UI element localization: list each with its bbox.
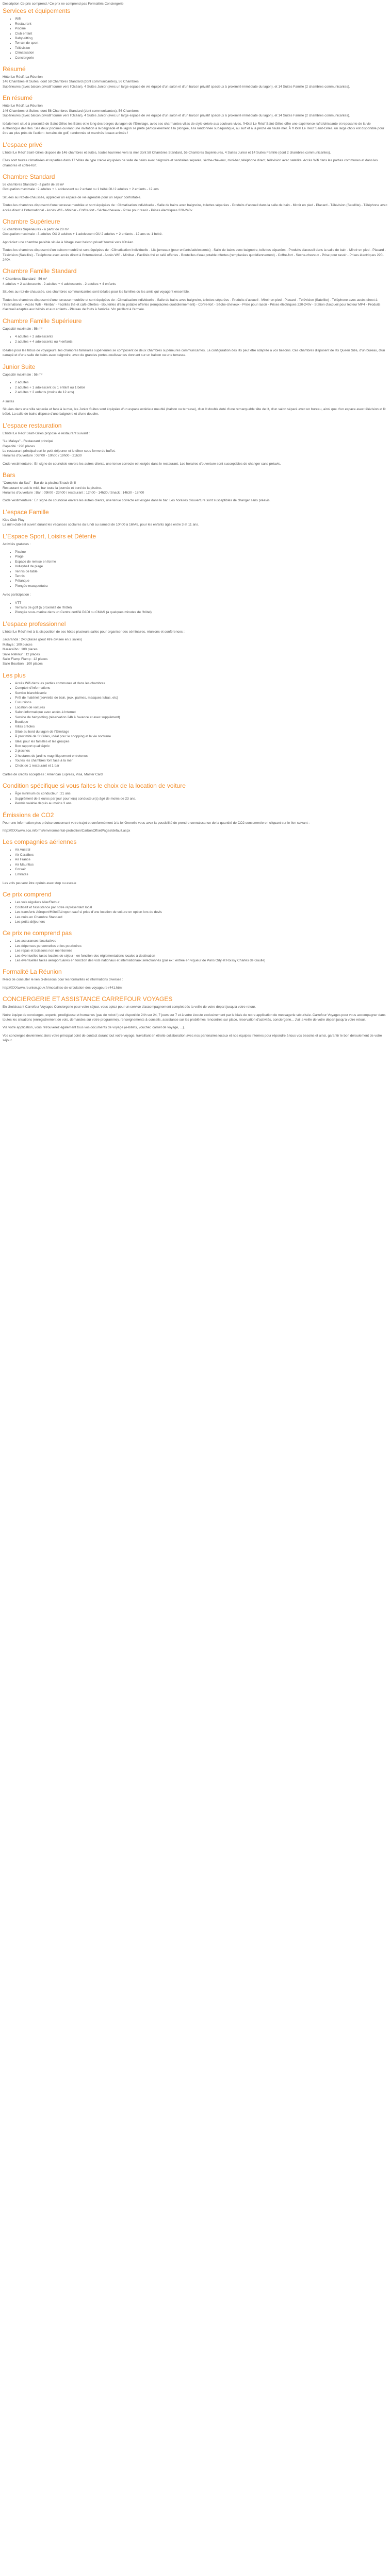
paragraph: Capacité maximale : 56 m² — [3, 372, 43, 377]
list-item: • Les nuits en Chambre Standard — [15, 915, 388, 920]
paragraph: "Complete du Sud" - Bar de la piscine/Snack Grill Restaurant snack le midi, bar toute la journée et bord de la piscine. Horaires d'ouverture : Bar : 09h00 - 23h00 / restaurant : 12h00 - 14h30 / Snack : 14h30 - 18h00 — [3, 481, 144, 495]
list-item: • 4 adultes + 2 adolescents — [15, 334, 388, 339]
list-item: • Supplément de 5 euros par jour pour le(s) conducteur(s) âgé de moins de 23 ans. — [15, 796, 388, 801]
co2-link[interactable]: http://XXXwww.eco.informs/environmental-protection/CarbonOffsetPages/default.aspx — [3, 829, 131, 833]
list-item: • Boutique — [15, 720, 388, 724]
tab-links[interactable]: Description Ce prix comprend / Ce prix ne comprend pas Formalités Conciergerie — [3, 2, 124, 6]
paragraph: Code vestimentaire : En signe de courtoisie envers les autres clients, une tenue correcte est exigée dans le bar. Les horaires d'ouverture sont susceptibles de changer sans préavis. — [3, 499, 271, 503]
list-item: • Wifi — [15, 16, 388, 21]
co2-title: Émissions de CO2 — [3, 811, 54, 819]
plus-list — [3, 681, 388, 768]
list-item: • Emirates — [15, 872, 388, 877]
paragraph: Toutes les chambres disposent d'une terrasse meublée et sont équipées de : Climatisation individuelle - Salle de bains avec baignoire, toilettes séparées - Produits d'accueil - Miroir en pied - Placard - Télévision (Satellite) - Téléphone avec accès direct à l'international - Accès Wifi - Minibar - Facilités thé et café offertes - Bouteilles d'eau potable offertes (remplacées quotidiennement) - Coffre-fort - Sèche-cheveux - Prise pour rasoir - Prises électriques 220-240v - Station d'accueil pour lecteur MP4 - Produits d'accueil adaptés aux bébés et aux enfants - Plateau de fruits à l'arrivée. Vin pétillant à l'arrivée. — [3, 298, 381, 312]
car-rental-title: Condition spécifique si vous faites le choix de la location de voiture — [3, 782, 186, 790]
price-excludes-list — [3, 939, 388, 963]
list-item: • Corsair — [15, 867, 388, 872]
paragraph: L'hôtel Le Récif Saint-Gilles dispose de 146 chambres et suites, toutes tournées vers la mer dont 58 Chambres Standard, 56 Chambres Supérieures, 4 Suites Junior et 14 Suites Famille (dont 2 chambres communicantes). — [3, 150, 331, 155]
list-item: • Terrain de sport — [15, 41, 388, 45]
list-item: • Les éventuelles taxes locales de séjour - en fonction des réglementations locales à destination — [15, 954, 388, 958]
plus-title: Les plus — [3, 671, 26, 679]
list-item: • 2 hectares de jardins magnifiquement entretenus — [15, 754, 388, 758]
price-excludes-title: Ce prix ne comprend pas — [3, 929, 72, 937]
list-item: • Les petits déjeuners — [15, 920, 388, 924]
list-item: • Coût/salt et l'assistance par notre représentant local — [15, 905, 388, 910]
famille-title: Chambre Famille Standard — [3, 267, 77, 275]
page — [0, 0, 391, 1052]
paragraph: Activités gratuites : — [3, 542, 31, 546]
resume-title: Résumé — [3, 65, 26, 73]
list-item: • Volleyball de plage — [15, 564, 388, 569]
paragraph: Pour une information plus précise concernant votre trajet et conformément à la loi Grenelle vous avez la possibilité de prendre connaissance de la quantité de CO2 consommée en cliquant sur le lien suivant : — [3, 821, 310, 825]
formalities-title: Formalité La Réunion — [3, 968, 62, 976]
list-item: • Pétanque — [15, 579, 388, 583]
list-item: • Piscine — [15, 26, 388, 31]
list-item: • Plage — [15, 554, 388, 559]
list-item: • Air Mauritius — [15, 862, 388, 867]
list-item: • 2 adultes + 1 adolescent ou 1 enfant ou 1 bébé — [15, 385, 388, 390]
list-item: • 2 adultes + 2 enfants (moins de 12 ans) — [15, 390, 388, 395]
list-item: • Terrains de golf (à proximité de l'hôtel) — [15, 605, 388, 610]
list-item: • Bon rapport qualité/prix — [15, 744, 388, 749]
paragraph: Situées au rez-de-chaussée, ces chambres communicantes sont idéales pour les familles ou les amis qui voyagent ensemble. — [3, 290, 190, 294]
formalities-link[interactable]: http://XXXwww.reunion.gouv.fr/modalites-de-circulation-des-voyageurs-r441.html — [3, 986, 123, 990]
paragraph: "Le Malaya" - Restaurant principal Capacité : 220 places Le restaurant principal sert le petit-déjeuner et le dîner sous forme de buffet. Horaires d'ouverture : 06h00 - 10h00 / 19h00 - 21h30 — [3, 439, 116, 458]
paragraph: Jacaranda : 240 places (peut être divisée en 2 salles) Malaya : 100 places Maracaïbo : 100 places Salle Ixtélinur : 12 places Salle Flamp Flamp : 12 places Salle Bourbon : 100 places — [3, 638, 82, 666]
unique-title: L'espace privé — [3, 141, 43, 148]
list-item: • Âge minimum du conducteur : 21 ans — [15, 791, 388, 796]
paragraph: L'hôtel Le Récif Saint-Gilles propose le restaurant suivant : — [3, 431, 90, 435]
paragraph: Avec participation : — [3, 593, 31, 597]
paragraph: Situées dans une villa séparée et face à la mer, les Junior Suites sont équipées d'un espace extérieur meublé (balcon ou terrasse), d'un lit double doté d'une remarquable tête de lit, d'un salon séparé avec un bureau, ainsi que d'un espace avec télévision et lit bébé. La salle de bains dispose d'une baignoire et d'une douche. — [3, 407, 386, 416]
car-rental-list — [3, 791, 388, 806]
list-item: • Service de babysitting (réservation 24h à l'avance et avec supplément) — [15, 715, 388, 720]
paragraph: Hôtel Le Récif, La Réunion 146 Chambres et Suites, dont 58 Chambres Standard (dont communicantes), 56 Chambres Supérieures (avec balcon privatif tourné vers l'Océan), 4 Suites Junior (avec un large espace de vie équipé d'un salon et d'un balcon privatif spacieux à proximité immédiate du lagon), et 14 Suites Famille (2 chambres communicantes). — [3, 75, 350, 89]
list-item: • Air France — [15, 857, 388, 862]
list-item: • Conciergerie — [15, 56, 388, 60]
list-item: • Les repas et boissons non mentionnés — [15, 948, 388, 953]
paragraph: Situées au rez-de-chaussée, apprécier un espace de vie agréable pour un séjour confortable. — [3, 195, 141, 199]
paragraph: Kids Club Play La mini-club est ouvert durant les vacances scolaires du lundi au samedi de 10h00 à 16h45, pour les enfants âgés entre 3 et 11 ans. — [3, 518, 199, 527]
list-item: • À proximité de St Gilles, idéal pour le shopping et la vie nocturne — [15, 734, 388, 739]
en-resume-title: En résumé — [3, 94, 33, 102]
paragraph: Les vols peuvent être opérés avec stop ou escale — [3, 881, 76, 885]
services-title: Services et équipements — [3, 7, 71, 15]
paragraph: Toutes les chambres disposent d'un balcon meublé et sont équipées de : Climatisation individuelle - Lits jumeaux (pour enfants/adolescents) - Salle de bains avec baignoire, toilettes séparées - Produits d'accueil dans la salle de bain - Miroir en pied - Placard - Télévision (Satellite) - Téléphone avec accès direct à l'international - Accès Wifi - Minibar - Facilités thé et café offertes - Bouteilles d'eau potable offertes (remplacées quotidiennement) - Coffre-fort - Sèche-cheveux - Prise pour rasoir - Prises électriques 220-240v. — [3, 248, 386, 262]
list-item: • Les vols réguliers Aller/Retour — [15, 900, 388, 905]
concierge-title: CONCIERGERIE ET ASSISTANCE CARREFOUR VOYAGES — [3, 995, 173, 1003]
list-item: • 2 piscines — [15, 749, 388, 753]
paragraph: Merci de consulter le lien ci-dessous pour les formalités et informations diverses : — [3, 978, 123, 982]
price-includes-title: Ce prix comprend — [3, 891, 52, 899]
paragraph: Hôtel Le Récif, La Réunion 146 Chambres et Suites, dont 58 Chambres Standard (dont communicantes), 56 Chambres Supérieures (avec balcon privatif tourné vers l'Océan), 4 Suites Junior (avec un large espace de vie équipé d'un salon et d'un balcon privatif spacieux à proximité immédiate du lagon), et 14 Suites Famille (2 chambres communicantes). — [3, 104, 350, 118]
paragraph: 56 chambres Supérieures - à partir de 28 m² Occupation maximale : 3 adultes OU 2 adultes + 1 adolescent OU 2 adultes + 2 enfants - 12 ans ou 1 bébé. — [3, 227, 163, 236]
paragraph: Cartes de crédits acceptées : American Express, Visa, Master Card — [3, 773, 103, 777]
paragraph: L'hôtel Le Récif met à la disposition de ses hôtes plusieurs salles pour organiser des séminaires, réunions et conférences : — [3, 630, 185, 634]
list-item: • Plongée sous-marine dans un Centre certifié PADI ou CMAS (à quelques minutes de l'hôtel) — [15, 610, 388, 615]
list-item: • Comptoir d'informations — [15, 686, 388, 690]
paragraph: En choisissant Carrefour Voyages Conciergerie pour votre séjour, vous optez pour un service d'accompagnement complet dès la veille de votre départ jusqu'à votre retour. — [3, 1005, 256, 1009]
paragraph: Idéales pour les tribus de voyageurs, les chambres familiales supérieures se composent de deux chambres supérieures communicantes. La configuration des lits peut être adaptée à vos besoins. Ces chambres disposent de lits Queen Size, d'un bureau, d'un canapé et d'une salle de bains avec baignoire, avec de grandes portes-coulissantes donnant sur un balcon ou une terrasse. — [3, 349, 385, 358]
pro-title: L'espace professionnel — [3, 620, 66, 628]
paid-activities-list — [3, 601, 388, 615]
famille-sup-title: Chambre Famille Supérieure — [3, 317, 82, 325]
list-item: • Accès Wifi dans les parties communes et dans les chambres — [15, 681, 388, 686]
list-item: • VTT — [15, 601, 388, 605]
list-item: • Restaurant — [15, 22, 388, 26]
list-item: • Service blanchisserie — [15, 691, 388, 696]
list-item: • Villas créoles — [15, 724, 388, 729]
services-list — [3, 16, 388, 60]
airlines-title: Les compagnies aériennes — [3, 838, 77, 846]
list-item: • Idéal pour les familles et les groupes — [15, 739, 388, 744]
kids-title: L'espace Famille — [3, 508, 49, 516]
paragraph: Code vestimentaire : En signe de courtoisie envers les autres clients, une tenue correcte est exigée dans le restaurant. Les horaires d'ouverture sont susceptibles de changer sans préavis. — [3, 462, 281, 466]
capacity-list — [3, 380, 388, 395]
list-item: • Les transferts Aéroport/Hôtel/Aéroport sauf si prise d'une location de voiture en option lors du devis — [15, 910, 388, 914]
list-item: • Toutes les chambres font face à la mer — [15, 758, 388, 763]
paragraph: Elles sont toutes climatisées et reparties dans 17 Villas de type créole équipées de salle de bains avec baignoire et sanitaires séparés, sèche-cheveux, mini-bar, téléphone direct, télévision avec satellite. Accès Wifi dans les parties communes et dans les chambres et coffre-fort. — [3, 159, 378, 167]
capacity-list — [3, 334, 388, 344]
list-item: • Les dépenses personnelles et les pourboires — [15, 944, 388, 948]
restauration-title: L'espace restauration — [3, 421, 62, 429]
list-item: • Club enfant — [15, 31, 388, 36]
list-item: • Piscine — [15, 550, 388, 554]
list-item: • Salon informatique avec accès à Internet — [15, 710, 388, 715]
list-item: • Tennis de table — [15, 569, 388, 574]
list-item: • Les éventuelles taxes aéroportuaires en fonction des vols nationaux et internationaux sélectionnés (par ex : entrée en vigueur de Paris Orly et Roissy Charles de Gaulle) — [15, 958, 388, 963]
paragraph: Toutes les chambres disposent d'une terrasse meublée et sont équipées de : Climatisation individuelle - Salle de bains avec baignoire, toilettes séparées - Produits d'accueil dans la salle de bain - Miroir en pied - Placard - Télévision (Satellite) - Téléphone avec accès direct à l'international - Accès Wifi - Minibar - Coffre-fort - Sèche-cheveux - Prise pour rasoir - Prises électriques 220-240v. — [3, 204, 387, 212]
list-item: • 2 adultes + 4 adolescents ou 4 enfants — [15, 340, 388, 344]
standard-title: Chambre Standard — [3, 173, 55, 180]
list-item: • Air Austral — [15, 848, 388, 852]
activities-list — [3, 550, 388, 588]
paragraph: # suites — [3, 399, 14, 403]
list-item: • Climatisation — [15, 50, 388, 55]
paragraph: Notre équipe de concierges, experts, prodigieuse et humaines (pas de robot !) est disponible 24h sur 24, 7 jours sur 7 et à votre écoute exclusivement par le biais de notre application de messagerie sécurisée. Carrefour Voyages pour vous accompagner dans toutes les situations (enregistrement de vols, demandes sur votre programme), renseignements & conseils, assistance sur les problèmes rencontrés sur place, réservation d'activités, conciergerie... J'ai la veille de votre départ jusqu'à votre retour. — [3, 1013, 386, 1022]
paragraph: Appréciez une chambre paisible située à l'étage avec balcon privatif tourné vers l'Océan. — [3, 240, 135, 244]
list-item: • Location de voitures — [15, 705, 388, 710]
list-item: • Choix de 1 restaurant et 1 bar — [15, 764, 388, 768]
paragraph: Idéalement situé à proximité de Saint-Gilles les Bains et le long des berges du lagon de l'Ermitage, avec ses charmantes villas de style créole aux couleurs vives, l'Hôtel Le Récif Saint-Gilles offre une expérience rafraîchissante et reposante de la vie authentique des îles. Ses deux piscines ouvrant une invitation à la baignade et le lagon se prête particulièrement à la plongée, à la randonnée subaquatique, au surf et à la pêche en haute mer. À l'Hôtel Le Récif Saint-Gilles, un large choix est disponible pour être au plus près de l'action : terrains de golf, randonnée et marchés locaux animés ! — [3, 122, 384, 135]
sport-title: L'Espace Sport, Loisirs et Détente — [3, 532, 96, 540]
paragraph: 58 chambres Standard - à partir de 28 m² Occupation maximale : 2 adultes + 1 adolescent ou 2 enfant ou 1 bébé OU 2 adultes + 2 enfants - 12 ans — [3, 182, 159, 192]
price-includes-list — [3, 900, 388, 924]
list-item: • Baby-sitting — [15, 36, 388, 41]
superieure-title: Chambre Supérieure — [3, 217, 60, 225]
paragraph: Vos concierges deviennent alors votre principal point de contact durant tout votre voyage, travaillant en étroite collaboration avec nos partenaires locaux et nos équipes internes pour répondre à tous vos besoins et ainsi, garantir le bon déroulement de votre séjour. — [3, 1033, 382, 1043]
paragraph: Capacité maximale : 56 m² — [3, 327, 43, 331]
list-item: • 2 adultes — [15, 380, 388, 385]
list-item: • Espace de remise en forme — [15, 560, 388, 564]
list-item: • Permis valable depuis au moins 3 ans. — [15, 801, 388, 806]
list-item: • Prêt de matériel (serviette de bain, jeux, palmes, masques tubas, etc) — [15, 696, 388, 700]
list-item: • Télévision — [15, 46, 388, 50]
list-item: • Plongée masque/tuba — [15, 584, 388, 588]
list-item: • Situé au bord du lagon de l'Ermitage — [15, 730, 388, 734]
list-item: • Excursions — [15, 700, 388, 705]
paragraph: 4 Chambres Standard - 56 m² 4 adultes + 2 adolescents - 2 adultes + 4 adolescents - 2 adultes + 4 enfants — [3, 277, 116, 286]
junior-title: Junior Suite — [3, 363, 36, 370]
list-item: • Les assurances facultatives — [15, 939, 388, 943]
airlines-list — [3, 848, 388, 876]
bars-title: Bars — [3, 471, 15, 479]
list-item: • Air Caraïbes — [15, 853, 388, 857]
paragraph: Via votre application, vous retrouverez également tous vos documents de voyage (e-billets, voucher, carnet de voyage, ...). — [3, 1026, 185, 1030]
list-item: • Tennis — [15, 574, 388, 579]
